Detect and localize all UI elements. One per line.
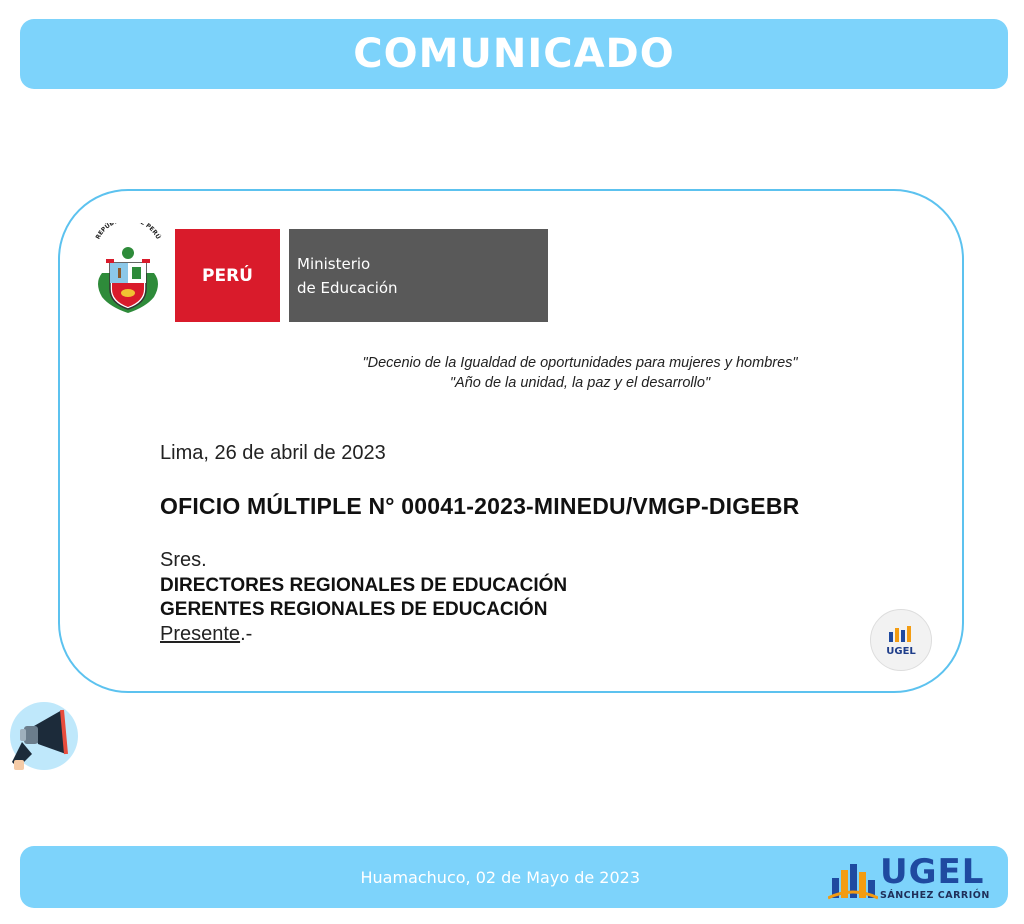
presente-line <box>160 623 252 646</box>
coat-of-arms-icon <box>88 223 168 323</box>
recipient-line-1: DIRECTORES REGIONALES DE EDUCACIÓN <box>160 575 568 596</box>
footer-date: Huamachuco, 02 de Mayo de 2023 <box>360 868 640 887</box>
decenio-slogan <box>260 353 900 393</box>
ministry-line-2: de Educación <box>297 278 398 297</box>
ugel-seal-icon <box>886 624 916 644</box>
header-banner <box>20 19 1008 89</box>
decenio-line-1: "Decenio de la Igualdad de oportunidades para mujeres y hombres" <box>362 355 798 371</box>
presente-word: Presente <box>160 623 241 645</box>
banner-title: COMUNICADO <box>353 31 675 77</box>
ugel-logo-subtitle: SÁNCHEZ CARRIÓN <box>880 890 990 901</box>
presente-suffix: .- <box>240 623 253 645</box>
decenio-line-2: "Año de la unidad, la paz y el desarrollo" <box>449 375 711 391</box>
recipient-line-2: GERENTES REGIONALES DE EDUCACIÓN <box>160 599 548 620</box>
ugel-logo <box>828 852 1000 904</box>
document-card <box>58 189 964 693</box>
oficio-title: OFICIO MÚLTIPLE N° 00041-2023-MINEDU/VMGP-DIGEBR <box>160 493 800 519</box>
ugel-seal-logo <box>870 609 932 671</box>
megaphone-icon <box>4 698 80 774</box>
document-date: Lima, 26 de abril de 2023 <box>160 442 386 464</box>
ugel-logo-title: UGEL <box>880 852 985 892</box>
svg-text:REPÚBLICA DEL PERÚ: REPÚB PERÚ <box>94 223 162 241</box>
seal-text: UGEL <box>886 645 916 657</box>
ministry-brand-box <box>289 229 548 322</box>
ugel-buildings-icon <box>828 856 878 902</box>
greeting: Sres. <box>160 549 207 571</box>
footer-banner <box>20 846 1008 908</box>
peru-brand-box <box>175 229 280 322</box>
peru-label: PERÚ <box>202 265 253 286</box>
ministry-line-1: Ministerio <box>297 254 371 273</box>
